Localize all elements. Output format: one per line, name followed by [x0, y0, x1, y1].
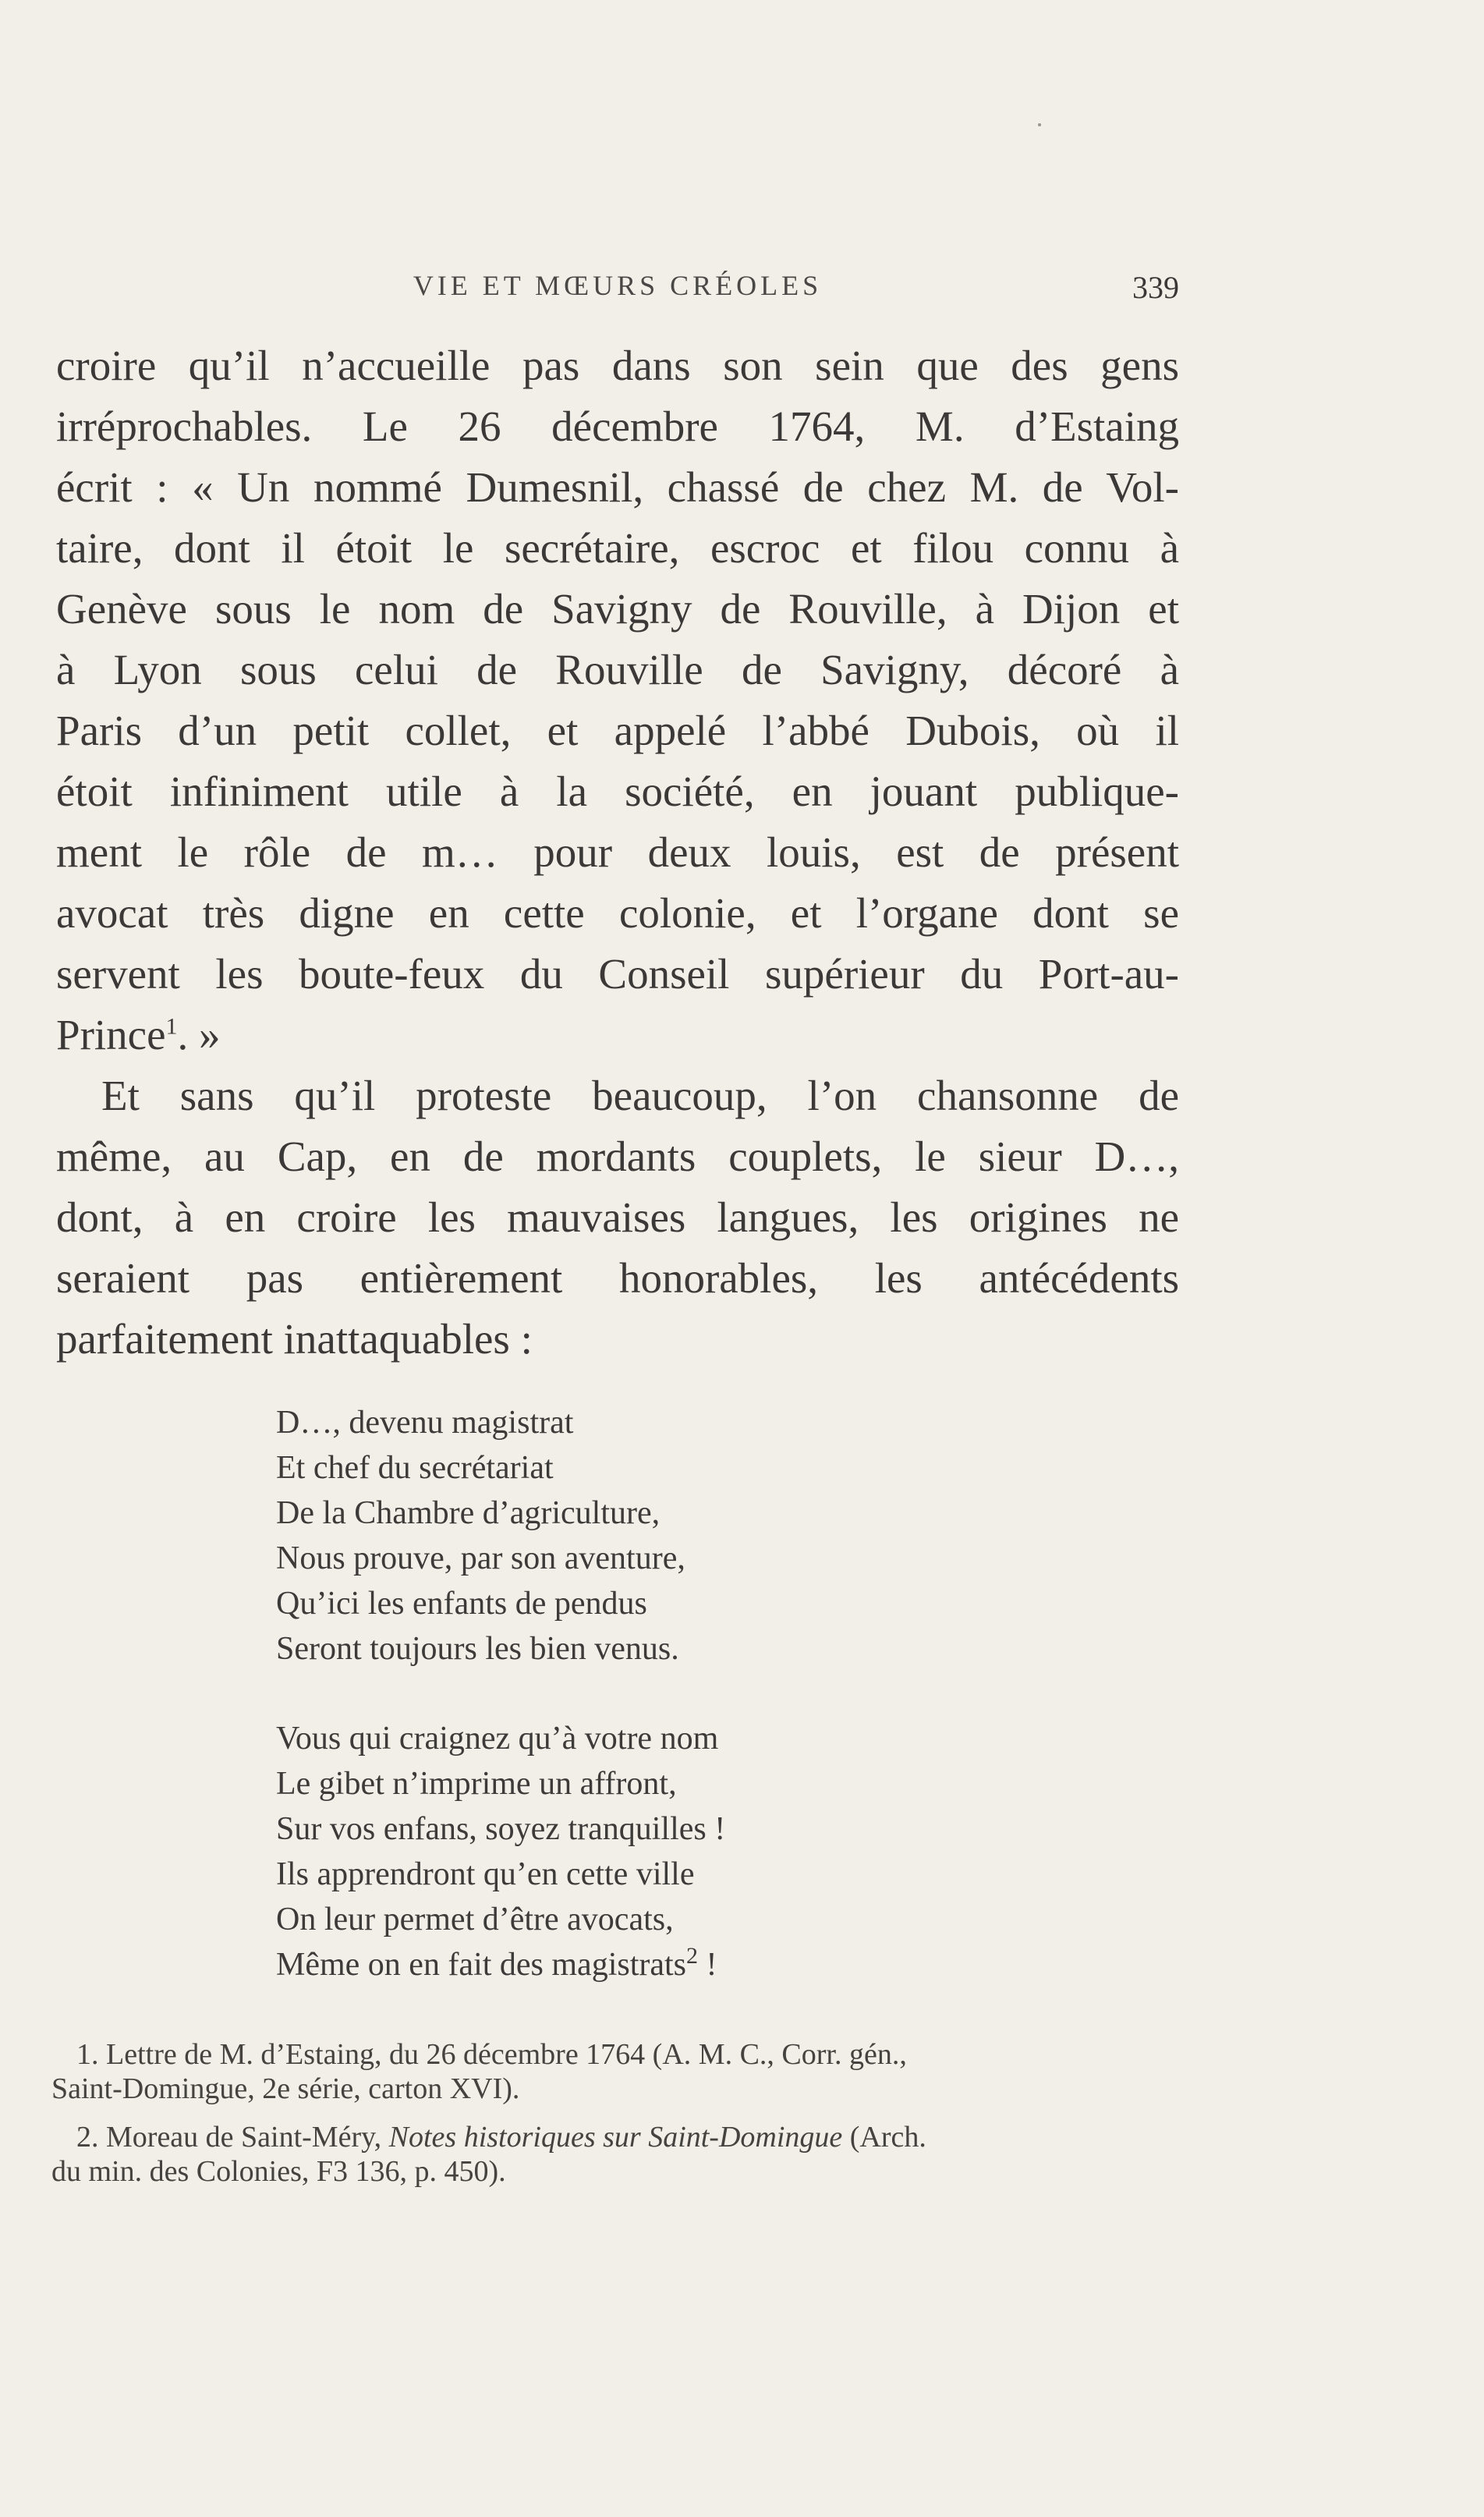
footnote-ref-1[interactable]: 1	[165, 1013, 178, 1040]
paper-speck	[1038, 123, 1041, 126]
poem-line: Vous qui craignez qu’à votre nom	[276, 1721, 719, 1757]
running-header	[56, 269, 1179, 308]
footnote-2-prefix: 2. Moreau de Saint-Méry,	[76, 2121, 389, 2154]
footnotes	[51, 2037, 1182, 2203]
poem-stanza-1	[276, 1400, 978, 1672]
text-line-end: . »	[177, 1011, 221, 1058]
text-line	[56, 1005, 1179, 1065]
footnote-2-suffix: (Arch.	[842, 2121, 926, 2154]
text-line: croire qu’il n’accueille pas dans son sein que des gens	[56, 342, 1179, 389]
text-line: écrit : « Un nommé Dumesnil, chassé de chez M. de Vol-	[56, 463, 1179, 511]
poem-line: Ils apprendront qu’en cette ville	[276, 1856, 695, 1892]
text-line: seraient pas entièrement honorables, les antécédents	[56, 1254, 1179, 1302]
poem-line: Et chef du secrétariat	[276, 1450, 554, 1486]
main-text	[56, 335, 1179, 1370]
text-line-start: Prince	[56, 1011, 166, 1058]
poem-line: Seront toujours les bien venus.	[276, 1631, 679, 1667]
text-line: taire, dont il étoit le secrétaire, escroc et filou connu à	[56, 524, 1179, 572]
text-line: à Lyon sous celui de Rouville de Savigny, décoré à	[56, 646, 1179, 693]
poem-line: On leur permet d’être avocats,	[276, 1902, 674, 1937]
poem-line-end: !	[698, 1947, 717, 1983]
poem-line: Sur vos enfans, soyez tranquilles !	[276, 1811, 726, 1847]
page-number: 339	[1132, 270, 1179, 305]
running-title: VIE ET MŒURS CRÉOLES	[413, 270, 823, 301]
paragraph-start: Et sans qu’il proteste beaucoup, l’on chansonne de	[101, 1072, 1179, 1119]
poem-line: Le gibet n’imprime un affront,	[276, 1766, 677, 1802]
footnote-2-line-1	[51, 2120, 1182, 2154]
poem-line: D…, devenu magistrat	[276, 1405, 574, 1441]
poem-line: Qu’ici les enfants de pendus	[276, 1586, 647, 1622]
poem-line: Nous prouve, par son aventure,	[276, 1540, 685, 1576]
poem-line-text: Même on en fait des magistrats	[276, 1947, 687, 1983]
footnote-2-line-2: du min. des Colonies, F3 136, p. 450).	[51, 2155, 506, 2188]
footnote-ref-2[interactable]: 2	[686, 1943, 699, 1969]
footnote-1-line-2: Saint-Domingue, 2e série, carton XVI).	[51, 2072, 520, 2105]
text-line: Paris d’un petit collet, et appelé l’abbé Dubois, où il	[56, 707, 1179, 754]
footnote-1-line-1: 1. Lettre de M. d’Estaing, du 26 décembre 1764 (A. M. C., Corr. gén.,	[76, 2038, 907, 2071]
text-line: avocat très digne en cette colonie, et l’organe dont se	[56, 889, 1179, 937]
text-line: dont, à en croire les mauvaises langues, les origines ne	[56, 1193, 1179, 1241]
poem-line	[276, 1942, 978, 1987]
text-line: étoit infiniment utile à la société, en jouant publique-	[56, 768, 1179, 815]
poem-stanza-2	[276, 1716, 978, 1987]
text-line: servent les boute-feux du Conseil supérieur du Port-au-	[56, 950, 1179, 998]
text-line: même, au Cap, en de mordants couplets, le sieur D…,	[56, 1133, 1179, 1180]
footnote-2	[51, 2120, 1182, 2189]
text-line: parfaitement inattaquables :	[56, 1315, 533, 1363]
footnote-2-title: Notes historiques sur Saint-Domingue	[388, 2121, 843, 2154]
poem-line: De la Chambre d’agriculture,	[276, 1495, 661, 1531]
text-line: ment le rôle de m… pour deux louis, est de présent	[56, 828, 1179, 876]
text-line: Genève sous le nom de Savigny de Rouville, à Dijon et	[56, 585, 1179, 633]
text-line: irréprochables. Le 26 décembre 1764, M. d’Estaing	[56, 402, 1179, 450]
footnote-1	[51, 2037, 1182, 2106]
